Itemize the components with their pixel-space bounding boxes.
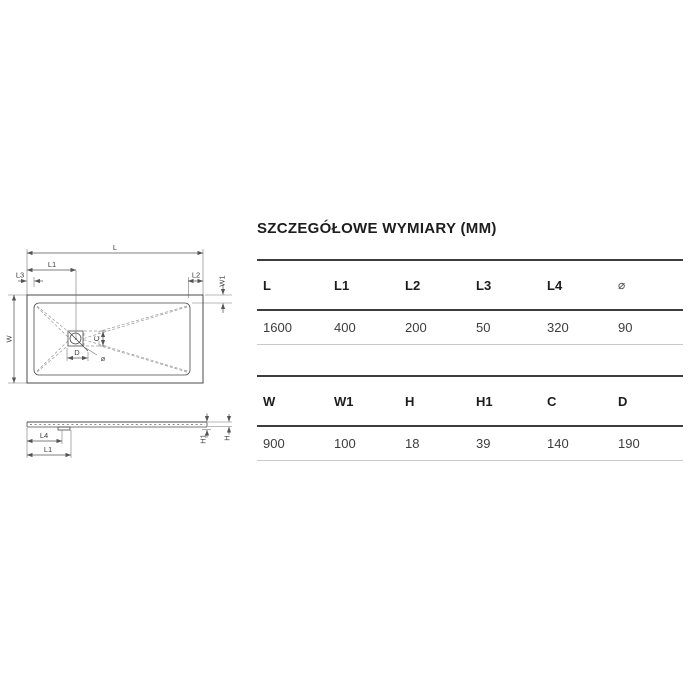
table-header-cell: L3 [476,277,492,293]
tray-side-view [27,414,232,459]
dimensions-table [257,259,683,461]
dim-label-W1: W1 [217,275,227,287]
table-header-cell: W [263,393,276,409]
table-header-cell: H [405,393,415,409]
dim-label-H: H [222,435,232,441]
table-header-cell: L [263,277,271,293]
table-header-cell: L1 [334,277,350,293]
table-header-row-2 [257,375,683,425]
shower-tray-technical-drawing [0,240,250,470]
slope-lines [37,306,187,372]
table-header-cell: L2 [405,277,421,293]
dim-label-L1: L1 [47,260,57,269]
table-value-row-2 [257,425,683,461]
table-cell: 140 [547,436,569,451]
table-header-row-1 [257,259,683,309]
dim-label-W: W [4,335,14,343]
table-header-cell: D [618,393,628,409]
table-cell: 100 [334,436,356,451]
tray-top-view [5,243,233,383]
table-cell: 50 [476,320,491,335]
table-header-cell: L4 [547,277,563,293]
table-header-cell: W1 [334,393,354,409]
table-header-cell: C [547,393,557,409]
diameter-leader-line [84,347,97,355]
table-cell: 200 [405,320,427,335]
table-value-row-1 [257,309,683,345]
tray-outer-edge [27,295,203,383]
diameter-label: ⌀ [100,354,106,363]
table-header-cell: H1 [476,393,493,409]
dim-label-H1: H1 [198,434,208,444]
table-cell: 18 [405,436,420,451]
section-title: SZCZEGÓŁOWE WYMIARY (MM) [257,220,497,237]
table-cell: 1600 [263,320,292,335]
dim-label-C: C [92,335,101,342]
table-header-cell-diameter: ⌀ [618,278,626,292]
table-cell: 320 [547,320,569,335]
dim-label-L1-side: L1 [43,445,53,454]
dim-label-L2: L2 [191,270,201,280]
table-cell: 400 [334,320,356,335]
dim-label-D: D [74,348,80,357]
table-cell: 190 [618,436,640,451]
dim-label-L4: L4 [39,431,49,440]
table-cell: 900 [263,436,285,451]
tray-inner-basin [34,303,190,375]
drain-trap [58,427,70,430]
table-cell: 90 [618,320,633,335]
table-group-gap [257,345,683,375]
dim-label-L3: L3 [15,270,25,280]
table-cell: 39 [476,436,491,451]
dim-label-L: L [112,243,118,252]
